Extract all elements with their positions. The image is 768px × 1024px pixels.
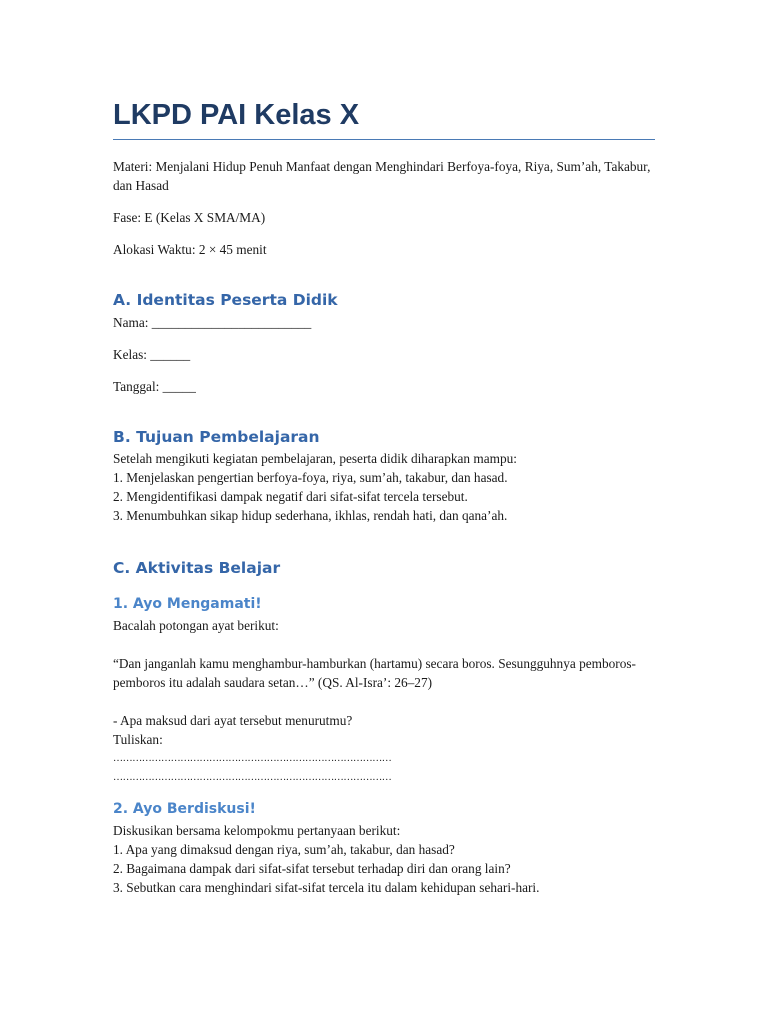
tuliskan-label: Tuliskan: <box>113 732 163 747</box>
section-c-heading: C. Aktivitas Belajar <box>113 559 281 577</box>
mengamati-question: - Apa maksud dari ayat tersebut menurutmu? <box>113 713 353 728</box>
answer-line: …………………………………………………………………………… <box>113 772 392 783</box>
diskusi-item: 3. Sebutkan cara menghindari sifat-sifat tercela itu dalam kehidupan sehari-hari. <box>113 880 540 895</box>
title-divider <box>113 139 655 140</box>
section-a-heading: A. Identitas Peserta Didik <box>113 291 338 309</box>
tujuan-item: 3. Menumbuhkan sikap hidup sederhana, ikhlas, rendah hati, dan qana’ah. <box>113 508 508 523</box>
mengamati-intro: Bacalah potongan ayat berikut: <box>113 618 279 633</box>
alokasi-text: Alokasi Waktu: 2 × 45 menit <box>113 242 267 257</box>
tujuan-item: 2. Mengidentifikasi dampak negatif dari sifat-sifat tercela tersebut. <box>113 489 468 504</box>
tanggal-field: Tanggal: _____ <box>113 379 196 394</box>
tujuan-intro: Setelah mengikuti kegiatan pembelajaran, peserta didik diharapkan mampu: <box>113 451 517 466</box>
kelas-field: Kelas: ______ <box>113 347 191 362</box>
document-title: LKPD PAI Kelas X <box>113 99 360 131</box>
ayat-quote: “Dan janganlah kamu menghambur-hamburkan (hartamu) secara boros. Sesungguhnya pemboros-pemboros itu adalah saudara setan…” (QS. Al-Isra’: 26–27) <box>113 656 636 690</box>
diskusi-item: 1. Apa yang dimaksud dengan riya, sum’ah, takabur, dan hasad? <box>113 842 455 857</box>
diskusi-item: 2. Bagaimana dampak dari sifat-sifat tersebut terhadap diri dan orang lain? <box>113 861 511 876</box>
answer-line: …………………………………………………………………………… <box>113 753 392 764</box>
document-body <box>113 96 658 897</box>
nama-field: Nama: ________________________ <box>113 315 312 330</box>
sub-heading-berdiskusi: 2. Ayo Berdiskusi! <box>113 801 256 817</box>
fase-text: Fase: E (Kelas X SMA/MA) <box>113 210 266 225</box>
diskusi-intro: Diskusikan bersama kelompokmu pertanyaan berikut: <box>113 823 401 838</box>
section-b-heading: B. Tujuan Pembelajaran <box>113 428 320 446</box>
sub-heading-mengamati: 1. Ayo Mengamati! <box>113 596 262 612</box>
tujuan-item: 1. Menjelaskan pengertian berfoya-foya, riya, sum’ah, takabur, dan hasad. <box>113 470 508 485</box>
materi-text: Materi: Menjalani Hidup Penuh Manfaat dengan Menghindari Berfoya-foya, Riya, Sum’ah, Takabur, dan Hasad <box>113 159 651 193</box>
